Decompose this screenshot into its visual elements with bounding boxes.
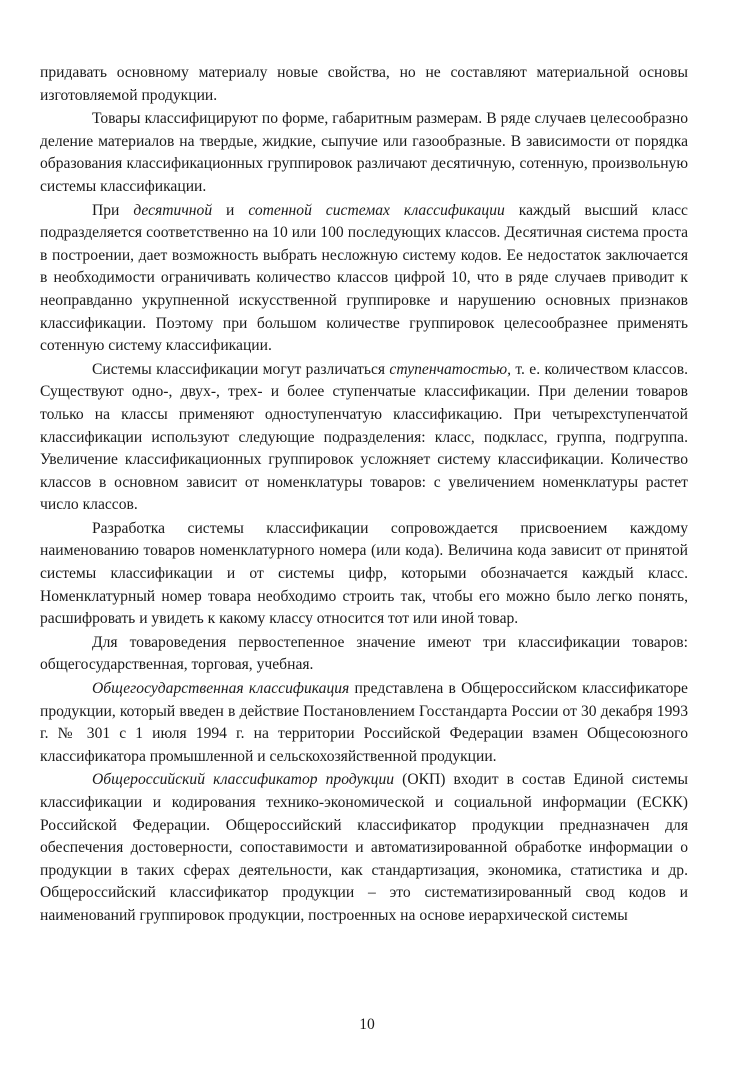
paragraph-1: придавать основному материалу новые свойства, но не составляют материальной основы изготовляемой продукции. <box>40 64 688 104</box>
paragraph-6: Для товароведения первостепенное значение имеют три классификации товаров: общегосударственная, торговая, учебная. <box>40 633 688 674</box>
paragraph-4: Системы классификации могут различаться ступенчатостью, т. е. количеством классов. Существуют одно-, двух-, трех- и более ступенчатые классификации. При делении товаров только на классы применяют одноступенчатую классификацию. При четырехступенчатой классификации используют следующие подразделения: класс, подкласс, группа, подгруппа. Увеличение классификационных группировок усложняет систему классификации. Количество классов в основном зависит от номенклатуры товаров: с увеличением номенклатуры растет число классов. <box>40 360 688 514</box>
paragraph-5: Разработка системы классификации сопровождается присвоением каждому наименованию товаров номенклатурного номера (или кода). Величина кода зависит от принятой системы классификации и от системы цифр, которыми обозначается каждый класс. Номенклатурный номер товара необходимо строить так, чтобы его можно было легко понять, расшифровать и увидеть к какому классу относится тот или иной товар. <box>40 519 688 628</box>
page-number: 10 <box>359 1016 375 1033</box>
paragraph-2: Товары классифицируют по форме, габаритным размерам. В ряде случаев целесообразно деление материалов на твердые, жидкие, сыпучие или газообразные. В зависимости от порядка образования классификационных группировок различают десятичную, сотенную, произвольную системы классификации. <box>40 110 688 195</box>
paragraph-8: Общероссийский классификатор продукции (ОКП) входит в состав Единой системы классификации и кодирования технико-экономической и социальной информации (ЕСКК) Российской Федерации. Общероссийский классификатор продукции предназначен для обеспечения достоверности, сопоставимости и автоматизированной обработке информации о продукции в таких сферах деятельности, как стандартизация, экономика, статистика и др. Общероссийский классификатор продукции – это систематизированный свод кодов и наименований группировок продукции, построенных на основе иерархической системы <box>40 771 688 924</box>
paragraph-3: При десятичной и сотенной системах классификации каждый высший класс подразделяется соответственно на 10 или 100 последующих классов. Десятичная система проста в построении, дает возможность выбрать несложную систему кодов. Ее недостаток заключается в необходимости ограничивать количество классов цифрой 10, что в ряде случаев приводит к неоправданно укрупненной искусственной группировке и нарушению основных признаков классификации. Поэтому при большом количестве группировок целесообразнее применять сотенную систему классификации. <box>40 201 688 355</box>
paragraph-7: Общегосударственная классификация представлена в Общероссийском классификаторе продукции, который введен в действие Постановлением Госстандарта России от 30 декабря 1993 г. № 301 с 1 июля 1994 г. на территории Российской Федерации взамен Общесоюзного классификатора промышленной и сельскохозяйственной продукции. <box>40 680 688 765</box>
